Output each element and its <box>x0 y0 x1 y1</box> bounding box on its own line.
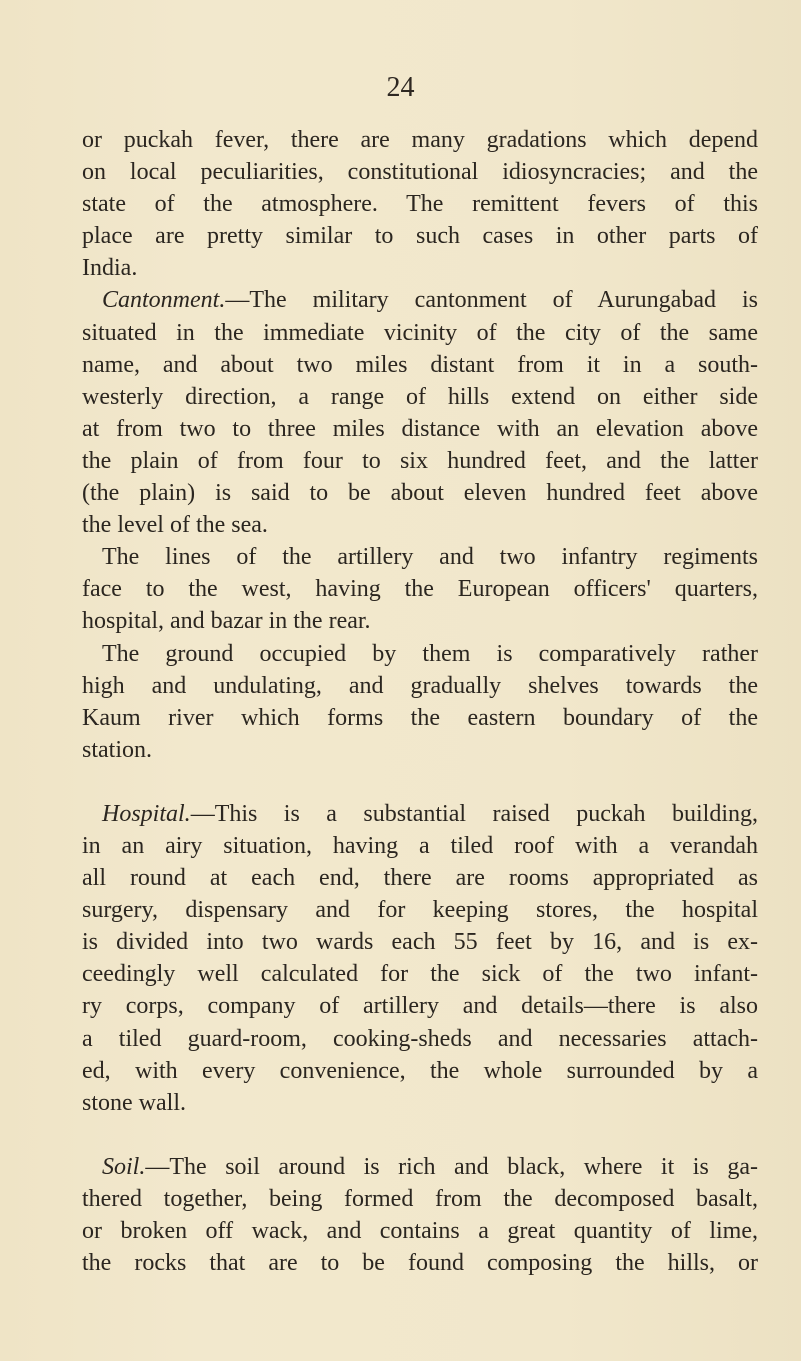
text-line: thered together, being formed from the decomposed basalt, <box>82 1185 758 1212</box>
text-line-with-heading <box>82 798 758 830</box>
text-line: state of the atmosphere. The remittent fevers of this <box>82 191 758 218</box>
text-line: place are pretty similar to such cases in other parts of <box>82 223 758 250</box>
text-line: the plain of from four to six hundred feet, and the latter <box>82 447 758 474</box>
text-line: situated in the immediate vicinity of the city of the same <box>82 319 758 346</box>
paragraph-gap <box>82 766 758 798</box>
text-line: a tiled guard-room, cooking-sheds and necessaries attach- <box>82 1025 758 1052</box>
text-line: stone wall. <box>82 1089 186 1116</box>
paragraph-hospital <box>82 798 758 1119</box>
text-line: in an airy situation, having a tiled roof with a verandah <box>82 832 758 859</box>
text-line: or puckah fever, there are many gradations which depend <box>82 127 758 153</box>
text-line: surgery, dispensary and for keeping stores, the hospital <box>82 897 758 924</box>
text-line: or broken off wack, and contains a great quantity of lime, <box>82 1218 758 1244</box>
text-line: Kaum river which forms the eastern boundary of the <box>82 704 758 731</box>
section-heading-hospital: Hospital. <box>102 800 191 827</box>
text-line: on local peculiarities, constitutional idiosyncracies; and the <box>82 159 758 186</box>
text-line: face to the west, having the European officers' quarters, <box>82 576 758 603</box>
paragraph-fever <box>82 124 758 284</box>
text-line: the level of the sea. <box>82 512 268 539</box>
text-line: is divided into two wards each 55 feet by 16, and is ex- <box>82 929 758 956</box>
text-line: The lines of the artillery and two infantry regiments <box>102 544 758 571</box>
text-line: (the plain) is said to be about eleven hundred feet above <box>82 480 758 507</box>
text-line-with-heading <box>82 284 758 316</box>
text-line: station. <box>82 736 152 763</box>
section-heading-soil: Soil. <box>102 1153 146 1180</box>
paragraph-lines <box>82 541 758 637</box>
paragraph-ground <box>82 638 758 766</box>
text-line: The ground occupied by them is comparatively rather <box>102 640 758 667</box>
text-fragment: —The soil around is rich and black, where it is ga- <box>145 1153 758 1180</box>
section-heading-cantonment: Cantonment. <box>102 287 226 314</box>
text-fragment: —This is a substantial raised puckah building, <box>190 800 758 827</box>
text-line: ry corps, company of artillery and details—there is also <box>82 993 758 1020</box>
page-text <box>82 124 758 1279</box>
text-line: all round at each end, there are rooms appropriated as <box>82 865 758 892</box>
text-line: high and undulating, and gradually shelves towards the <box>82 672 758 699</box>
text-line: the rocks that are to be found composing the hills, or <box>82 1250 758 1277</box>
text-line: at from two to three miles distance with an elevation above <box>82 415 758 442</box>
paragraph-soil <box>82 1151 758 1279</box>
text-fragment: —The military cantonment of Aurungabad is <box>225 287 758 314</box>
text-line-with-heading <box>82 1151 758 1183</box>
paragraph-cantonment <box>82 284 758 541</box>
page-number: 24 <box>386 72 415 103</box>
text-line: westerly direction, a range of hills extend on either side <box>82 383 758 410</box>
text-line: name, and about two miles distant from it in a south- <box>82 351 758 378</box>
text-line: hospital, and bazar in the rear. <box>82 608 371 635</box>
paragraph-gap <box>82 1119 758 1151</box>
text-line: India. <box>82 255 138 282</box>
text-line: ceedingly well calculated for the sick of the two infant- <box>82 961 758 988</box>
text-line: ed, with every convenience, the whole surrounded by a <box>82 1057 758 1084</box>
